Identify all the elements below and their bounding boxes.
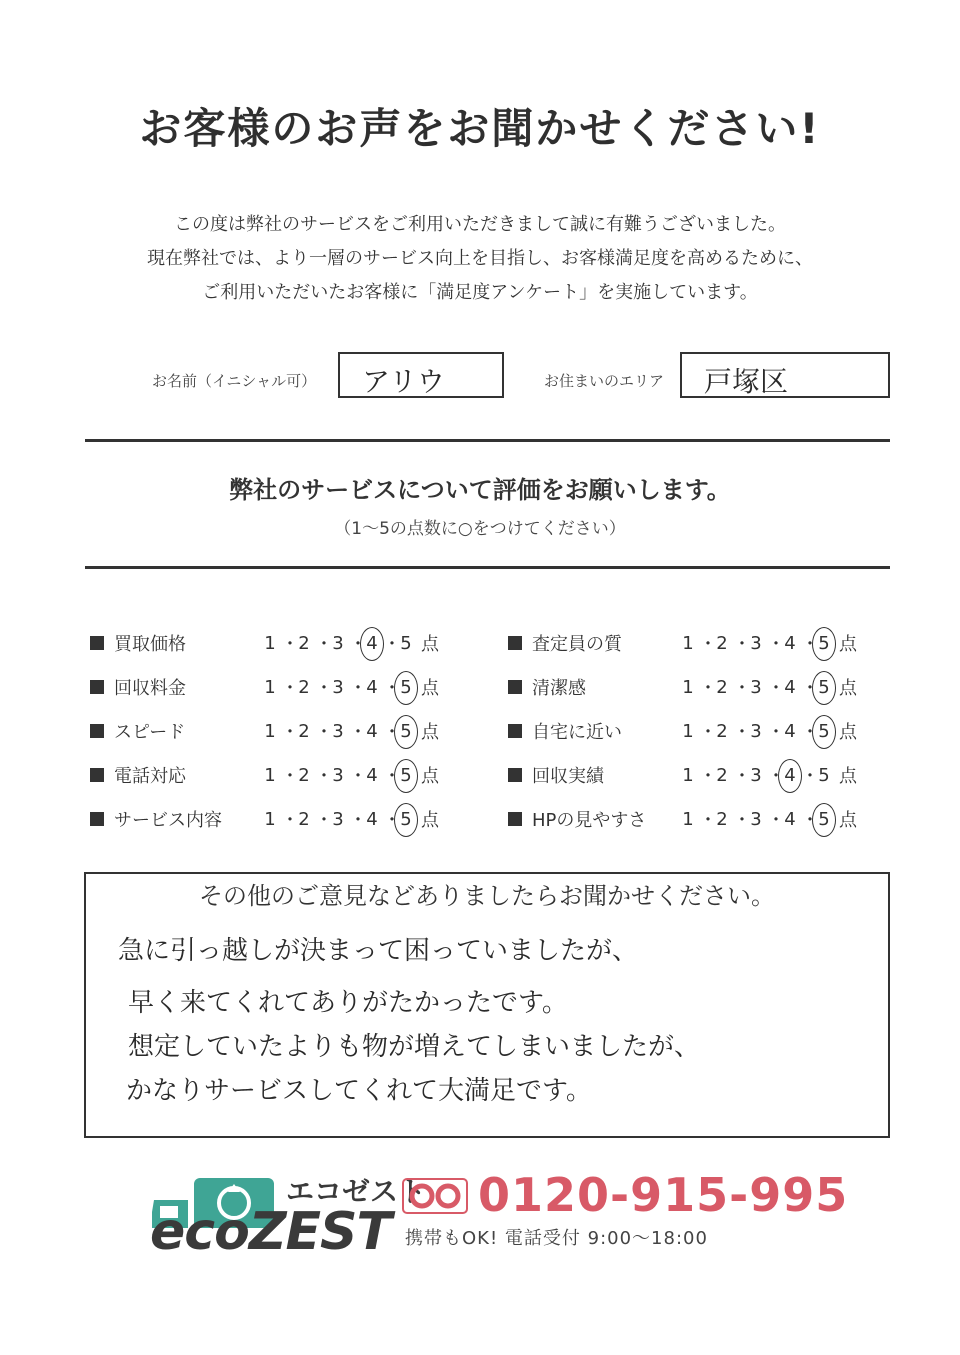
- rating-option-1[interactable]: 1: [264, 676, 276, 698]
- rating-left-5: [90, 797, 439, 841]
- rating-separator: ・: [349, 810, 367, 831]
- comment-line-3: 想定していたよりも物が増えてしまいましたが、: [128, 1032, 701, 1062]
- rating-right-2: [508, 665, 857, 709]
- rating-option-1[interactable]: 1: [682, 720, 694, 742]
- rating-option-3[interactable]: 3: [332, 632, 344, 654]
- rating-scale: [677, 674, 835, 700]
- intro-line-2: 現在弊社では、より一層のサービス向上を目指し、お客様満足度を高めるために、: [147, 248, 813, 269]
- rating-separator: ・: [315, 766, 333, 787]
- rating-label: 自宅に近い: [532, 722, 622, 743]
- rating-option-4[interactable]: 4: [361, 633, 383, 654]
- bullet-square-icon: [508, 680, 522, 694]
- rating-label: 買取価格: [114, 634, 186, 655]
- rating-option-2[interactable]: 2: [716, 764, 728, 786]
- ratings-left-column: [90, 621, 439, 841]
- rating-option-1[interactable]: 1: [264, 632, 276, 654]
- rating-separator: ・: [699, 810, 717, 831]
- rating-option-3[interactable]: 3: [750, 764, 762, 786]
- rating-option-5[interactable]: 5: [813, 721, 835, 742]
- rating-option-5[interactable]: 5: [818, 764, 830, 786]
- rating-option-3[interactable]: 3: [332, 764, 344, 786]
- rating-option-4[interactable]: 4: [366, 676, 378, 698]
- rating-option-3[interactable]: 3: [750, 632, 762, 654]
- rating-left-3: [90, 709, 439, 753]
- rating-separator: ・: [349, 678, 367, 699]
- rating-unit: 点: [839, 634, 857, 655]
- rating-option-3[interactable]: 3: [750, 808, 762, 830]
- rating-separator: ・: [315, 722, 333, 743]
- rating-left-4: [90, 753, 439, 797]
- rating-right-3: [508, 709, 857, 753]
- rating-label: サービス内容: [114, 810, 222, 831]
- logo-kana: エコゼスト: [286, 1175, 427, 1208]
- rating-unit: 点: [421, 678, 439, 699]
- freedial-icon: [402, 1178, 468, 1214]
- comment-heading: その他のご意見などありましたらお聞かせください。: [199, 882, 775, 910]
- intro-line-1: この度は弊社のサービスをご利用いただきまして誠に有難うございました。: [174, 214, 786, 235]
- rating-left-2: [90, 665, 439, 709]
- rating-separator: ・: [281, 678, 299, 699]
- comment-line-1: 急に引っ越しが決まって困っていましたが、: [118, 936, 639, 966]
- rating-scale: [259, 674, 417, 700]
- rating-option-2[interactable]: 2: [716, 720, 728, 742]
- rating-separator: ・: [699, 678, 717, 699]
- rating-scale: [677, 718, 835, 744]
- rating-scale: [259, 806, 417, 832]
- rating-separator: ・: [383, 634, 401, 655]
- rating-scale: [259, 762, 417, 788]
- rating-label: 査定員の質: [532, 634, 622, 655]
- rating-separator: ・: [281, 722, 299, 743]
- rating-separator: ・: [801, 766, 819, 787]
- name-label: お名前（イニシャル可）: [152, 372, 317, 390]
- rating-option-4[interactable]: 4: [366, 808, 378, 830]
- rating-label: 電話対応: [114, 766, 186, 787]
- intro-line-3: ご利用いただいたお客様に「満足度アンケート」を実施しています。: [202, 282, 758, 303]
- rating-option-4[interactable]: 4: [784, 676, 796, 698]
- rating-separator: ・: [767, 766, 785, 787]
- bullet-square-icon: [90, 768, 104, 782]
- rating-separator: ・: [733, 766, 751, 787]
- area-value: 戸塚区: [704, 365, 789, 398]
- rating-separator: ・: [801, 722, 819, 743]
- rating-scale: [677, 762, 835, 788]
- rating-unit: 点: [839, 766, 857, 787]
- rating-option-3[interactable]: 3: [332, 808, 344, 830]
- rating-separator: ・: [349, 766, 367, 787]
- rating-option-5[interactable]: 5: [400, 632, 412, 654]
- rating-option-1[interactable]: 1: [682, 676, 694, 698]
- bullet-square-icon: [90, 680, 104, 694]
- rating-unit: 点: [839, 722, 857, 743]
- rating-option-5[interactable]: 5: [813, 633, 835, 654]
- rating-separator: ・: [349, 634, 367, 655]
- divider-bottom: [85, 566, 890, 569]
- rating-option-2[interactable]: 2: [298, 720, 310, 742]
- rating-option-5[interactable]: 5: [395, 765, 417, 786]
- rating-right-5: [508, 797, 857, 841]
- rating-separator: ・: [281, 766, 299, 787]
- rating-option-1[interactable]: 1: [264, 764, 276, 786]
- rating-option-1[interactable]: 1: [682, 764, 694, 786]
- rating-option-4[interactable]: 4: [784, 720, 796, 742]
- section-subtitle: （1～5の点数に○をつけてください）: [334, 519, 626, 539]
- rating-separator: ・: [315, 678, 333, 699]
- rating-unit: 点: [839, 678, 857, 699]
- rating-option-5[interactable]: 5: [395, 721, 417, 742]
- rating-option-2[interactable]: 2: [298, 676, 310, 698]
- rating-option-1[interactable]: 1: [264, 808, 276, 830]
- rating-scale: [677, 806, 835, 832]
- rating-label: 清潔感: [532, 678, 586, 699]
- rating-option-2[interactable]: 2: [716, 632, 728, 654]
- rating-scale: [677, 630, 835, 656]
- rating-separator: ・: [801, 634, 819, 655]
- rating-option-5[interactable]: 5: [395, 677, 417, 698]
- rating-separator: ・: [733, 634, 751, 655]
- rating-option-4[interactable]: 4: [366, 764, 378, 786]
- rating-option-1[interactable]: 1: [682, 808, 694, 830]
- rating-option-5[interactable]: 5: [395, 809, 417, 830]
- rating-left-1: [90, 621, 439, 665]
- rating-separator: ・: [383, 810, 401, 831]
- rating-right-4: [508, 753, 857, 797]
- bullet-square-icon: [508, 636, 522, 650]
- rating-separator: ・: [699, 766, 717, 787]
- rating-option-3[interactable]: 3: [332, 720, 344, 742]
- rating-separator: ・: [699, 634, 717, 655]
- rating-separator: ・: [383, 766, 401, 787]
- rating-right-1: [508, 621, 857, 665]
- rating-separator: ・: [767, 810, 785, 831]
- rating-option-5[interactable]: 5: [813, 809, 835, 830]
- ratings-right-column: [508, 621, 857, 841]
- rating-separator: ・: [733, 810, 751, 831]
- rating-separator: ・: [383, 678, 401, 699]
- rating-separator: ・: [767, 722, 785, 743]
- rating-option-4[interactable]: 4: [784, 632, 796, 654]
- rating-label: 回収実績: [532, 766, 604, 787]
- name-value: アリウ: [362, 365, 445, 398]
- rating-unit: 点: [421, 634, 439, 655]
- area-field[interactable]: [680, 352, 890, 398]
- phone-hours: 携帯もOK! 電話受付 9:00～18:00: [405, 1228, 708, 1249]
- rating-option-4[interactable]: 4: [779, 765, 801, 786]
- rating-separator: ・: [699, 722, 717, 743]
- bullet-square-icon: [508, 812, 522, 826]
- rating-scale: [259, 630, 417, 656]
- logo-name: ecoZEST: [150, 1202, 391, 1262]
- comment-line-4: かなりサービスしてくれて大満足です。: [126, 1076, 592, 1106]
- rating-separator: ・: [315, 810, 333, 831]
- bullet-square-icon: [508, 768, 522, 782]
- rating-label: 回収料金: [114, 678, 186, 699]
- rating-separator: ・: [315, 634, 333, 655]
- rating-separator: ・: [349, 722, 367, 743]
- rating-option-4[interactable]: 4: [366, 720, 378, 742]
- area-label: お住まいのエリア: [544, 372, 665, 390]
- rating-option-2[interactable]: 2: [716, 808, 728, 830]
- bullet-square-icon: [508, 724, 522, 738]
- rating-separator: ・: [733, 722, 751, 743]
- rating-separator: ・: [767, 678, 785, 699]
- rating-option-4[interactable]: 4: [784, 808, 796, 830]
- bullet-square-icon: [90, 812, 104, 826]
- rating-separator: ・: [281, 810, 299, 831]
- divider-top: [85, 439, 890, 442]
- rating-separator: ・: [281, 634, 299, 655]
- rating-option-1[interactable]: 1: [682, 632, 694, 654]
- intro-text: [0, 208, 960, 310]
- rating-label: スピード: [114, 722, 186, 743]
- section-title: 弊社のサービスについて評価をお願いします。: [229, 476, 731, 504]
- comment-line-2: 早く来てくれてありがたかったです。: [128, 988, 568, 1018]
- rating-separator: ・: [767, 634, 785, 655]
- rating-unit: 点: [421, 722, 439, 743]
- rating-option-3[interactable]: 3: [332, 676, 344, 698]
- rating-unit: 点: [421, 766, 439, 787]
- rating-option-2[interactable]: 2: [716, 676, 728, 698]
- rating-label: HPの見やすさ: [532, 810, 647, 831]
- rating-unit: 点: [421, 810, 439, 831]
- phone-number[interactable]: 0120-915-995: [478, 1168, 849, 1222]
- name-field[interactable]: [338, 352, 504, 398]
- rating-option-2[interactable]: 2: [298, 632, 310, 654]
- bullet-square-icon: [90, 724, 104, 738]
- rating-separator: ・: [801, 678, 819, 699]
- rating-separator: ・: [383, 722, 401, 743]
- rating-separator: ・: [801, 810, 819, 831]
- rating-unit: 点: [839, 810, 857, 831]
- rating-option-3[interactable]: 3: [750, 720, 762, 742]
- rating-option-2[interactable]: 2: [298, 764, 310, 786]
- page-title: お客様のお声をお聞かせください!: [139, 104, 821, 153]
- rating-option-5[interactable]: 5: [813, 677, 835, 698]
- bullet-square-icon: [90, 636, 104, 650]
- rating-option-1[interactable]: 1: [264, 720, 276, 742]
- rating-option-3[interactable]: 3: [750, 676, 762, 698]
- rating-scale: [259, 718, 417, 744]
- rating-separator: ・: [733, 678, 751, 699]
- rating-option-2[interactable]: 2: [298, 808, 310, 830]
